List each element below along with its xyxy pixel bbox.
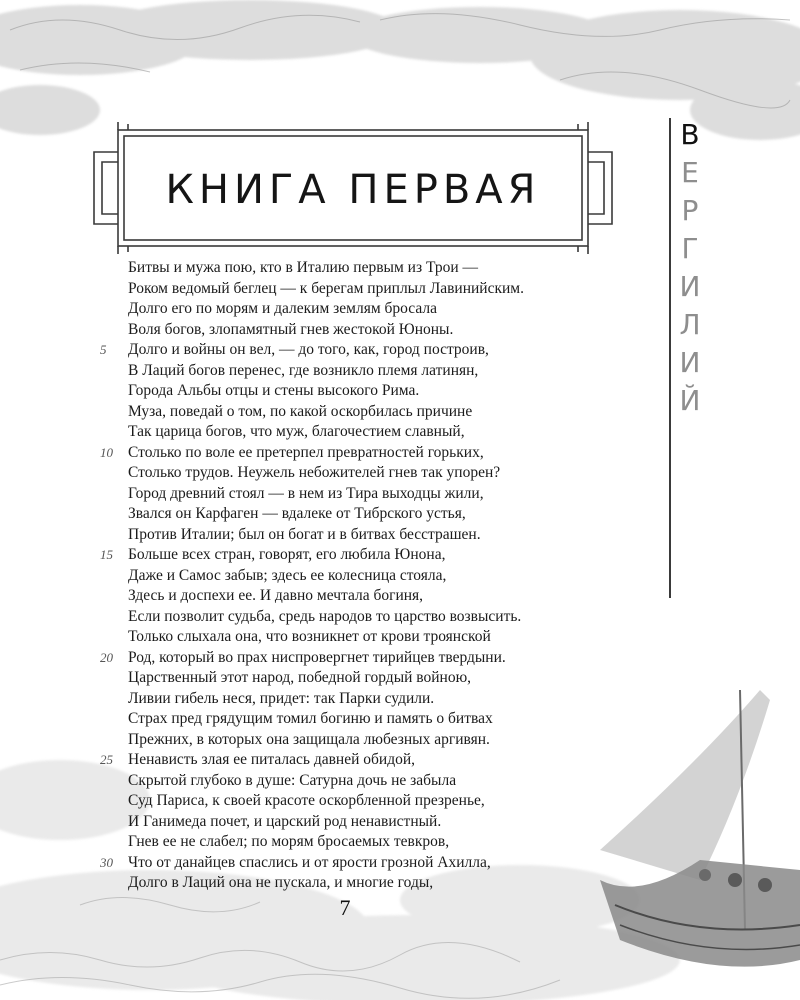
poem-line [128,279,648,300]
poem-line [100,648,648,669]
line-number: 10 [100,444,113,460]
line-text: Скрытой глубоко в душе: Сатурна дочь не забыла [128,771,457,789]
poem-line [128,689,648,710]
poem-line [128,771,648,792]
line-text: Род, который во прах ниспровергнет тирийцев твердыни. [128,648,506,666]
line-text: Здесь и доспехи ее. И давно мечтала богиня, [128,587,424,604]
poem-line [128,607,648,628]
line-text: Гнев ее не слабел; по морям бросаемых тевкров, [128,833,450,850]
poem-line [128,791,648,812]
poem-line [128,258,648,279]
poem-line [128,627,648,648]
author-letter: Л [679,308,701,341]
line-text: Суд Париса, к своей красоте оскорбленной презренье, [128,792,485,809]
author-letter: И [679,346,701,379]
line-number: 25 [100,752,113,767]
author-letter: Р [681,194,699,227]
poem-line [128,812,648,833]
line-text: Царственный этот народ, победной гордый войною, [128,669,472,686]
poem-line [128,299,648,320]
line-text: И Ганимеда почет, и царский род ненавистный. [128,812,442,830]
line-text: Столько трудов. Неужель небожителей гнев так упорен? [128,464,501,481]
line-text: Больше всех стран, говорят, его любила Юнона, [128,546,446,563]
line-text: Даже и Самос забыв; здесь ее колесница стояла, [128,566,447,584]
line-text: Только слыхала она, что возникнет от крови троянской [128,628,491,645]
poem-line [128,484,648,505]
author-letter: И [679,270,701,303]
poem-line [128,668,648,689]
page-number: 7 [339,895,351,920]
line-text: Ливии гибель неся, придет: так Парки судили. [128,689,435,707]
line-text: Звался он Карфаген — вдалеке от Тибрского устья, [128,505,466,522]
poem-line [100,545,648,566]
poem-line [128,709,648,730]
line-text: Долго в Лаций она не пускала, и многие годы, [128,874,434,891]
poem-line [128,873,648,894]
author-letter: В [680,118,700,151]
line-text: Воля богов, злопамятный гнев жестокой Юноны. [128,320,454,338]
poem-line [128,586,648,607]
poem-line [128,463,648,484]
line-number: 20 [100,649,113,665]
line-text: Битвы и мужа пою, кто в Италию первым из Трои — [128,259,478,276]
line-text: Против Италии; был он богат и в битвах бесстрашен. [128,525,481,543]
page-title: КНИГА ПЕРВАЯ [165,167,541,213]
line-text: Города Альбы отцы и стены высокого Рима. [128,382,420,399]
poem-line [128,361,648,382]
line-number: 15 [100,547,113,562]
line-text: Столько по воле ее претерпел превратностей горьких, [128,443,484,461]
poem-line [128,381,648,402]
poem-line [128,730,648,751]
line-text: Если позволит судьба, средь народов то царство возвысить. [128,607,522,625]
author-letter: Г [681,232,699,265]
line-text: Страх пред грядущим томил богиню и память о битвах [128,710,493,727]
line-text: Так царица богов, что муж, благочестием славный, [128,423,465,440]
poem-line [128,566,648,587]
poem-line [128,832,648,853]
poem-line [100,340,648,361]
side-divider [669,118,671,598]
line-text: Что от данайцев спаслись и от ярости грозной Ахилла, [128,853,491,871]
author-letter: Й [679,384,701,417]
title-frame [88,122,618,254]
poem-line [100,853,648,874]
line-text: Муза, поведай о том, по какой оскорбилась причине [128,402,473,420]
poem-line [128,422,648,443]
poem-line [128,525,648,546]
poem-line [128,504,648,525]
author-letter: Е [681,156,699,189]
poem-text [100,258,648,894]
poem-line [128,320,648,341]
line-text: Город древний стоял — в нем из Тира выходцы жили, [128,484,484,502]
author-vertical [672,116,708,420]
line-text: Ненависть злая ее питалась давней обидой, [128,751,416,768]
line-text: Долго и войны он вел, — до того, как, город построив, [128,341,489,358]
line-number: 5 [100,342,107,357]
poem-line [128,402,648,423]
line-text: Роком ведомый беглец — к берегам приплыл Лавинийским. [128,279,524,297]
poem-line [100,750,648,771]
line-number: 30 [100,854,113,870]
line-text: В Лаций богов перенес, где возникло племя латинян, [128,361,479,379]
poem-line [100,443,648,464]
line-text: Долго его по морям и далеким землям бросала [128,300,437,317]
line-text: Прежних, в которых она защищала любезных аргивян. [128,730,490,748]
